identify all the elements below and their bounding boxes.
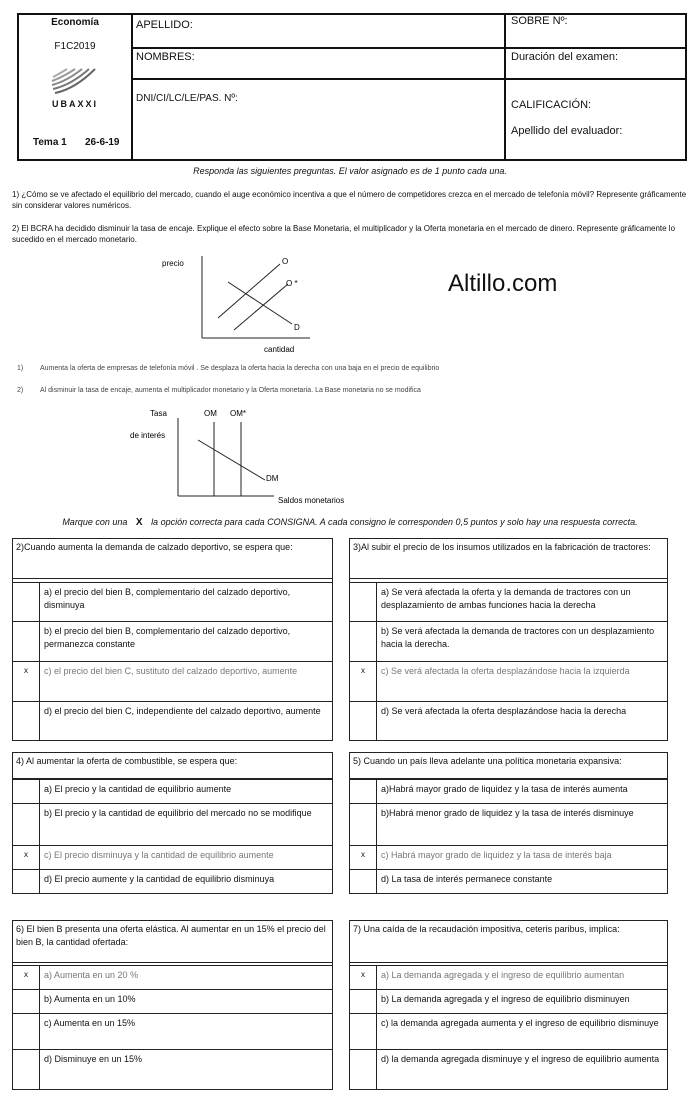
mc-option[interactable] [13, 661, 332, 701]
answer-checkbox[interactable]: x [350, 966, 377, 989]
answer-checkbox[interactable] [13, 870, 40, 894]
answer-checkbox[interactable] [13, 702, 40, 741]
apellido-field[interactable]: APELLIDO: [136, 19, 193, 31]
option-text: b) Se verá afectada la demanda de tractores con un desplazamiento hacia la derecha. [381, 626, 655, 649]
answer-checkbox[interactable] [13, 1014, 40, 1049]
mc-question-5 [349, 752, 668, 894]
graph2-ylabel-2: de interés [130, 431, 166, 440]
option-text: a) La demanda agregada y el ingreso de equilibrio aumentan [381, 970, 625, 980]
mc-option[interactable] [350, 779, 667, 803]
graph2-xlabel: Saldos monetarios [278, 496, 345, 505]
graph1-d-label: D [294, 323, 300, 332]
instructions-part-1: Responda las siguientes preguntas. El valor asignado es de 1 punto cada una. [193, 166, 507, 176]
mc-question-7 [349, 920, 668, 1090]
subject-label: Economía [51, 17, 99, 28]
mc-question-text: 4) Al aumentar la oferta de combustible, se espera que: [13, 753, 332, 779]
mc-option[interactable] [350, 621, 667, 661]
calificacion-field[interactable]: CALIFICACIÓN: [511, 99, 592, 111]
answer-checkbox[interactable]: x [13, 662, 40, 701]
option-text: d) el precio del bien C, independiente del calzado deportivo, aumente [44, 706, 321, 716]
mc-option[interactable] [350, 701, 667, 741]
answer-checkbox[interactable] [13, 804, 40, 845]
instructions-2-a: Marque con una [62, 517, 128, 527]
mc-option[interactable] [350, 1049, 667, 1090]
nombres-field[interactable]: NOMBRES: [136, 51, 195, 63]
dni-field[interactable]: DNI/CI/LC/LE/PAS. Nº: [136, 93, 238, 104]
mc-option[interactable] [350, 869, 667, 894]
option-text: a) El precio y la cantidad de equilibrio aumente [44, 784, 232, 794]
header-divider [131, 15, 133, 159]
option-text: b) el precio del bien B, complementario del calzado deportivo, permanezca constante [44, 626, 291, 649]
graph2-dm-label: DM [266, 474, 279, 483]
mc-option[interactable] [13, 1049, 332, 1090]
graph1-o-label: O [282, 257, 289, 266]
answer-checkbox[interactable] [350, 702, 377, 741]
option-text: a) Aumenta en un 20 % [44, 970, 139, 980]
answer-2-number: 2) [17, 387, 24, 394]
answer-checkbox[interactable]: x [350, 662, 377, 701]
mc-option[interactable] [13, 779, 332, 803]
header-divider [131, 47, 685, 49]
mc-question-4 [12, 752, 333, 894]
option-text: d) Se verá afectada la oferta desplazándose hacia la derecha [381, 706, 627, 716]
exam-header [17, 13, 687, 161]
option-text: d) El precio aumente y la cantidad de equilibrio disminuya [44, 874, 275, 884]
mc-question-text: 3)Al subir el precio de los insumos utilizados en la fabricación de tractores: [350, 539, 667, 579]
instructions-2-b: la opción correcta para cada CONSIGNA. A cada consigno le corresponden 0,5 puntos y solo hay una respuesta correcta. [151, 517, 638, 527]
mc-option[interactable] [13, 965, 332, 989]
option-text: a) Se verá afectada la oferta y la demanda de tractores con un desplazamiento de ambas funciones hacia la derecha [381, 587, 631, 610]
mc-option[interactable] [350, 989, 667, 1013]
header-divider [131, 78, 685, 80]
option-text: d) la demanda agregada disminuye y el ingreso de equilibrio aumenta [381, 1054, 660, 1064]
mc-option[interactable] [350, 1013, 667, 1049]
answer-checkbox[interactable] [350, 870, 377, 894]
mc-option[interactable] [13, 989, 332, 1013]
mc-option[interactable] [13, 582, 332, 621]
option-text: d) Disminuye en un 15% [44, 1054, 143, 1064]
answer-checkbox[interactable] [13, 622, 40, 661]
header-divider [504, 15, 506, 159]
option-text: b) La demanda agregada y el ingreso de equilibrio disminuyen [381, 994, 630, 1004]
mc-option[interactable] [13, 701, 332, 741]
mc-option[interactable] [13, 1013, 332, 1049]
option-text: c) la demanda agregada aumenta y el ingreso de equilibrio disminuye [381, 1018, 659, 1028]
answer-checkbox[interactable] [350, 622, 377, 661]
mc-option[interactable] [350, 845, 667, 869]
graph1-o-star-label: O * [286, 279, 298, 288]
mc-option[interactable] [350, 965, 667, 989]
answer-1-number: 1) [17, 365, 24, 372]
answer-checkbox[interactable] [350, 583, 377, 621]
supply-demand-graph [150, 252, 320, 357]
instructions-part-2 [0, 517, 700, 528]
option-text: a)Habrá mayor grado de liquidez y la tasa de interés aumenta [381, 784, 628, 794]
sobre-field[interactable]: SOBRE Nº: [511, 15, 568, 27]
option-text: c) Aumenta en un 15% [44, 1018, 136, 1028]
logo-text: UBAXXI [51, 99, 98, 109]
answer-checkbox[interactable] [13, 1050, 40, 1090]
option-text: c) el precio del bien C, sustituto del calzado deportivo, aumente [44, 666, 298, 676]
answer-checkbox[interactable] [13, 990, 40, 1013]
option-text: c) Habrá mayor grado de liquidez y la tasa de interés baja [381, 850, 612, 860]
watermark: Altillo.com [448, 270, 558, 297]
tema-label: Tema 1 [33, 137, 67, 148]
money-market-graph [120, 404, 370, 508]
evaluador-field[interactable]: Apellido del evaluador: [511, 125, 623, 137]
graph1-ylabel: precio [162, 259, 184, 268]
mc-option[interactable] [13, 845, 332, 869]
answer-checkbox[interactable] [350, 804, 377, 845]
answer-checkbox[interactable] [13, 583, 40, 621]
answer-2: Al disminuir la tasa de encaje, aumenta el multiplicador monetario y la Oferta monetaria. La Base monetaria no se modifica [40, 387, 421, 394]
graph2-om-label: OM [204, 409, 217, 418]
answer-checkbox[interactable] [350, 780, 377, 803]
mc-option[interactable] [350, 582, 667, 621]
mc-question-text: 2)Cuando aumenta la demanda de calzado deportivo, se espera que: [13, 539, 332, 579]
mc-question-3 [349, 538, 668, 741]
mc-question-6 [12, 920, 333, 1090]
instructions-2-x: X [135, 517, 143, 528]
answer-1: Aumenta la oferta de empresas de telefonía móvil . Se desplaza la oferta hacia la derecha con una baja en el precio de equilibrio [40, 365, 440, 372]
mc-option[interactable] [13, 803, 332, 845]
answer-checkbox[interactable]: x [13, 966, 40, 989]
mc-question-text: 6) El bien B presenta una oferta elástica. Al aumentar en un 15% el precio del bien B, la cantidad ofertada: [13, 921, 332, 963]
option-text: b) El precio y la cantidad de equilibrio del mercado no se modifique [44, 808, 312, 818]
course-label: F1C2019 [54, 41, 96, 52]
mc-option[interactable] [350, 803, 667, 845]
option-text: c) El precio disminuya y la cantidad de equilibrio aumente [44, 850, 274, 860]
graph2-om-star-label: OM* [230, 409, 246, 418]
answer-checkbox[interactable] [350, 1014, 377, 1049]
question-1: 1) ¿Cómo se ve afectado el equilibrio del mercado, cuando el auge económico incentiva a que el número de competidores crezca en el mercado de telefonía móvil? Represente gráficamente sin considerar valores numéricos. [12, 190, 687, 210]
ubaxxi-logo-icon [49, 67, 101, 97]
option-text: c) Se verá afectada la oferta desplazándose hacia la izquierda [381, 666, 630, 676]
graph2-ylabel-1: Tasa [150, 409, 167, 418]
option-text: b) Aumenta en un 10% [44, 994, 136, 1004]
option-text: a) el precio del bien B, complementario del calzado deportivo, disminuya [44, 587, 291, 610]
option-text: b)Habrá menor grado de liquidez y la tasa de interés disminuye [381, 808, 634, 818]
answer-checkbox[interactable]: x [350, 846, 377, 869]
mc-question-text: 5) Cuando un país lleva adelante una política monetaria expansiva: [350, 753, 667, 779]
graph1-xlabel: cantidad [264, 345, 295, 354]
mc-option[interactable] [350, 661, 667, 701]
exam-date: 26-6-19 [85, 137, 120, 148]
answer-checkbox[interactable] [350, 1050, 377, 1090]
answer-checkbox[interactable] [350, 990, 377, 1013]
answer-checkbox[interactable]: x [13, 846, 40, 869]
mc-option[interactable] [13, 621, 332, 661]
question-2: 2) El BCRA ha decidido disminuir la tasa de encaje. Explique el efecto sobre la Base Monetaria, el multiplicador y la Oferta monetaria en el mercado de dinero. Represente gráficamente lo sucedido en el mercado monetario. [12, 224, 676, 244]
answer-checkbox[interactable] [13, 780, 40, 803]
mc-option[interactable] [13, 869, 332, 894]
option-text: d) La tasa de interés permanece constante [381, 874, 553, 884]
mc-question-2 [12, 538, 333, 741]
duracion-field[interactable]: Duración del examen: [511, 51, 619, 63]
mc-question-text: 7) Una caída de la recaudación impositiva, ceteris paribus, implica: [350, 921, 667, 963]
